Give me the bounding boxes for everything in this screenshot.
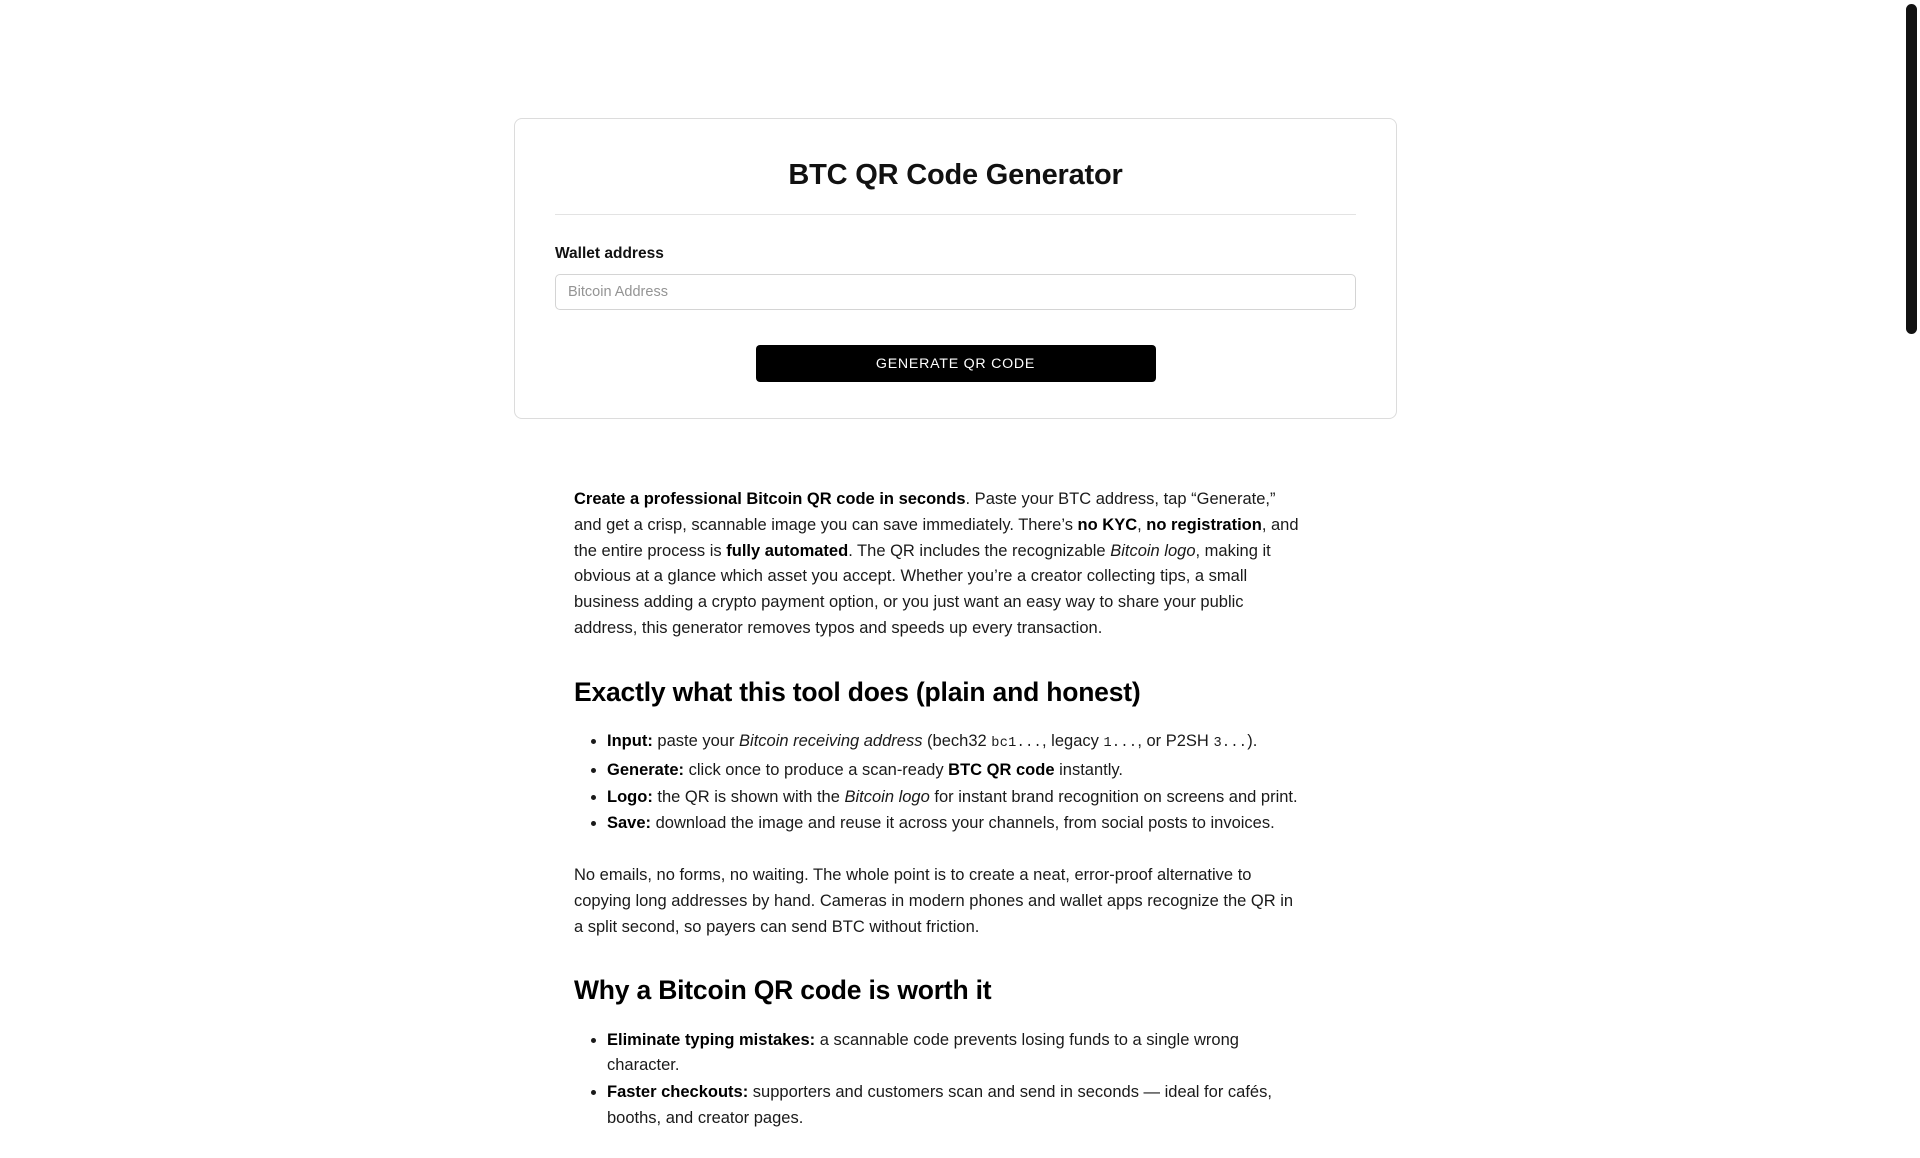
bullet-text: instantly. xyxy=(1054,760,1123,779)
bullet-text: supporters and customers scan and send in seconds — ideal for cafés, booths, and creator pages. xyxy=(607,1083,1272,1127)
bullet-text: paste your xyxy=(652,731,740,750)
intro-bold-no-kyc: no KYC xyxy=(1077,515,1138,534)
bullet-text: click once to produce a scan-ready xyxy=(684,760,949,779)
bullet-label-generate: Generate: xyxy=(607,760,685,779)
list-item xyxy=(607,758,1302,784)
page-title: BTC QR Code Generator xyxy=(788,159,1123,191)
generate-button-row xyxy=(555,345,1356,382)
intro-lead-bold: Create a professional Bitcoin QR code in seconds xyxy=(574,490,966,508)
section-1-paragraph: No emails, no forms, no waiting. The whole point is to create a neat, error-proof alternative to copying long addresses by hand. Cameras in modern phones and wallet apps recognize the QR in a split second, so payers can send BTC without friction. xyxy=(574,866,1294,936)
page-scrollbar-track[interactable] xyxy=(1903,0,1920,1080)
section-2-heading: Why a Bitcoin QR code is worth it xyxy=(574,975,992,1006)
intro-text-5: , making it obvious at a glance which asset you accept. Whether you’re a creator collecting tips, a small business adding a crypto payment option, or you just want an easy way to share your public address, this generator removes typos and speeds up every transaction. xyxy=(574,541,1271,637)
intro-text-4: . The QR includes the recognizable xyxy=(848,541,1111,560)
bullet-text: , or P2SH xyxy=(1137,731,1214,750)
code-p2sh: 3... xyxy=(1213,735,1248,751)
qr-generator-card-wrapper xyxy=(514,118,1397,419)
code-legacy: 1... xyxy=(1103,735,1138,751)
bullet-label-logo: Logo: xyxy=(607,787,653,806)
wallet-address-input[interactable] xyxy=(555,274,1356,310)
section-2-bullet-list xyxy=(574,1028,1302,1132)
bullet-italic: Bitcoin logo xyxy=(844,787,930,806)
list-item xyxy=(607,811,1302,837)
list-item xyxy=(607,785,1302,811)
page-scrollbar-thumb[interactable] xyxy=(1906,4,1917,334)
intro-paragraph xyxy=(574,487,1302,642)
article-content xyxy=(574,487,1302,1158)
intro-bold-no-registration: no registration xyxy=(1146,515,1262,534)
bullet-text: the QR is shown with the xyxy=(652,787,845,806)
intro-text-2: , xyxy=(1137,515,1147,534)
bullet-text: for instant brand recognition on screens and print. xyxy=(929,787,1298,806)
list-item xyxy=(607,729,1302,757)
qr-generator-card xyxy=(514,118,1397,419)
bullet-bold-btc-qr-code: BTC QR code xyxy=(948,760,1055,779)
intro-bold-fully-automated: fully automated xyxy=(726,541,849,560)
bullet-text: , legacy xyxy=(1042,731,1104,750)
list-item xyxy=(607,1028,1302,1080)
title-divider xyxy=(555,214,1356,215)
intro-italic-bitcoin-logo: Bitcoin logo xyxy=(1110,541,1196,560)
bullet-text: a scannable code prevents losing funds to a single wrong character. xyxy=(607,1030,1239,1075)
generate-qr-code-button[interactable]: GENERATE QR CODE xyxy=(756,345,1156,382)
bullet-italic: Bitcoin receiving address xyxy=(739,731,923,750)
wallet-address-label: Wallet address xyxy=(555,245,664,262)
bullet-label-save: Save: xyxy=(607,814,652,833)
code-bech32: bc1... xyxy=(991,735,1043,751)
intro-text-3: , and the entire process is xyxy=(574,515,1299,560)
bullet-label-input: Input: xyxy=(607,731,653,750)
bullet-text: download the image and reuse it across your channels, from social posts to invoices. xyxy=(651,814,1275,833)
intro-text-1: . Paste your BTC address, tap “Generate,” and get a crisp, scannable image you can save immediately. There’s xyxy=(574,490,1276,534)
bullet-text: (bech32 xyxy=(922,731,992,750)
section-1-bullet-list xyxy=(574,729,1302,837)
bullet-label-eliminate-typing-mistakes: Eliminate typing mistakes: xyxy=(607,1030,816,1049)
section-1-heading: Exactly what this tool does (plain and honest) xyxy=(574,676,1141,707)
list-item xyxy=(607,1080,1302,1132)
bullet-text: ). xyxy=(1247,731,1258,750)
bullet-label-faster-checkouts: Faster checkouts: xyxy=(607,1083,749,1102)
